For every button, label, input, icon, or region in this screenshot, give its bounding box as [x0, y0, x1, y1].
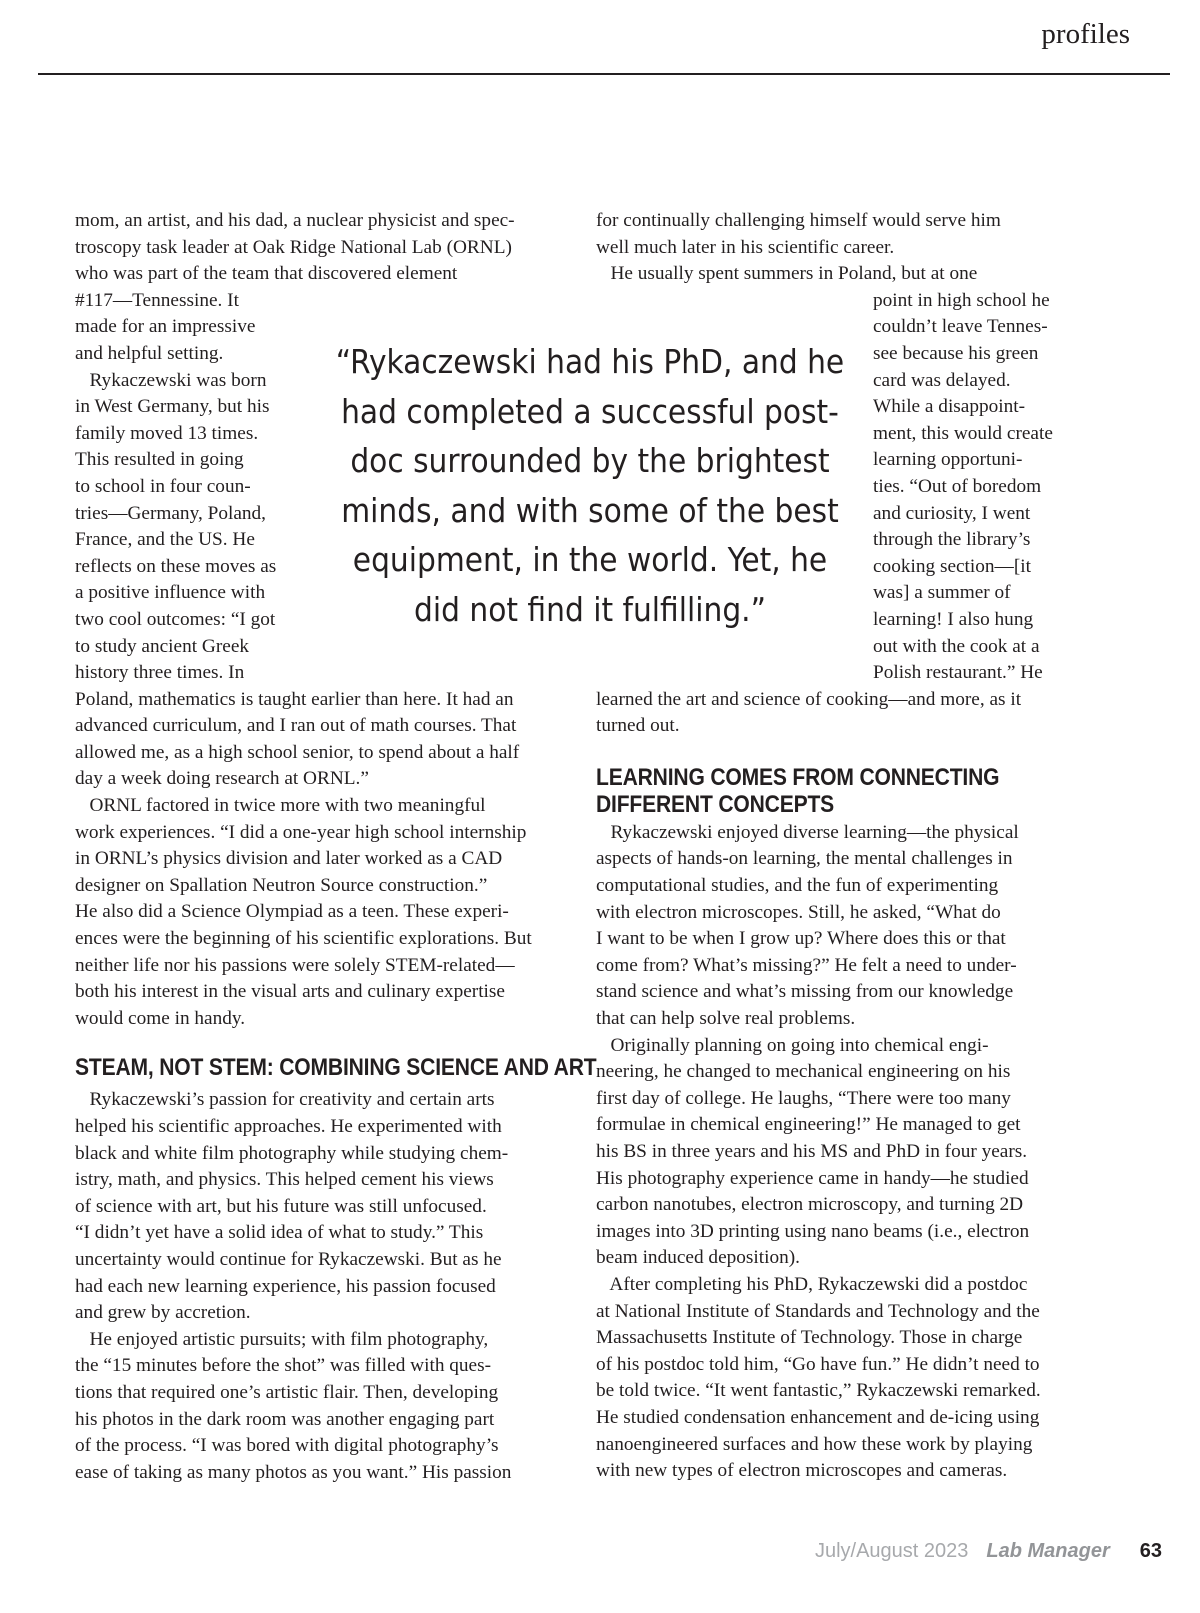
text-line: in West Germany, but his [75, 396, 270, 418]
text-line: #117—Tennessine. It [75, 289, 239, 311]
text-line: This resulted in going [75, 449, 244, 471]
issue-date: July/August 2023 [814, 1540, 969, 1562]
page-number: 63 [1139, 1540, 1162, 1562]
text-line: come from? What’s missing?” He felt a need to under- [596, 954, 1017, 976]
text-line: mom, an artist, and his dad, a nuclear physicist and spec- [75, 210, 515, 231]
text-line: his BS in three years and his MS and PhD in four years. [596, 1141, 1028, 1162]
text-line: did not find it fulfilling.” [414, 589, 766, 629]
text-line: had each new learning experience, his passion focused [75, 1275, 496, 1297]
text-line: two cool outcomes: “I got [75, 608, 276, 630]
text-line: ties. “Out of boredom [873, 475, 1042, 497]
left-text-b [75, 1087, 575, 1486]
section-label: profiles [1041, 18, 1130, 50]
text-line: and grew by accretion. [75, 1302, 251, 1324]
text-line: the “15 minutes before the shot” was filled with ques- [75, 1355, 492, 1377]
text-line: ease of taking as many photos as you want.” His passion [75, 1461, 512, 1483]
text-line: equipment, in the world. Yet, he [352, 540, 828, 579]
text-line: images into 3D printing using nano beams (i.e., electron [596, 1220, 1030, 1242]
text-line: work experiences. “I did a one-year high school internship [75, 821, 527, 843]
section-heading-steam: STEAM, NOT STEM: COMBINING SCIENCE AND ART [75, 1054, 597, 1082]
text-line: at National Institute of Standards and Technology and the [596, 1300, 1040, 1322]
text-line: point in high school he [873, 289, 1050, 311]
text-line: doc surrounded by the brightest [350, 441, 830, 480]
text-line: black and white film photography while studying chem- [75, 1142, 509, 1164]
magazine-name: Lab Manager [986, 1540, 1110, 1562]
text-line: Polish restaurant.” He [873, 662, 1043, 684]
text-line: see because his green [873, 342, 1039, 364]
text-line: and helpful setting. [75, 342, 224, 364]
text-line: for continually challenging himself would serve him [596, 210, 1001, 231]
text-line: with new types of electron microscopes and cameras. [596, 1460, 1008, 1482]
text-line: allowed me, as a high school senior, to spend about a half [75, 741, 520, 763]
text-line: “Rykaczewski had his PhD, and he [335, 342, 845, 381]
text-line: neering, he changed to mechanical engineering on his [596, 1061, 1011, 1083]
text-line: ment, this would create [873, 422, 1053, 444]
text-line: neither life nor his passions were solely STEM-related— [75, 954, 515, 976]
text-line: Rykaczewski’s passion for creativity and certain arts [75, 1089, 495, 1111]
text-line: learning! I also hung [873, 608, 1034, 630]
text-line: turned out. [596, 715, 680, 737]
pull-quote [320, 337, 860, 634]
text-line: first day of college. He laughs, “There were too many [596, 1087, 1011, 1109]
text-line: his photos in the dark room was another engaging part [75, 1408, 495, 1430]
text-line: His photography experience came in handy—he studied [596, 1167, 1029, 1189]
text-line: France, and the US. He [75, 529, 255, 551]
text-line: family moved 13 times. [75, 422, 259, 444]
text-line: He studied condensation enhancement and de-icing using [596, 1406, 1040, 1428]
text-line: formulae in chemical engineering!” He managed to get [596, 1114, 1021, 1136]
text-line: He usually spent summers in Poland, but at one [596, 263, 978, 285]
text-line: uncertainty would continue for Rykaczewski. But as he [75, 1248, 502, 1270]
text-line: be told twice. “It went fantastic,” Rykaczewski remarked. [596, 1380, 1041, 1402]
text-line: nanoengineered surfaces and how these work by playing [596, 1433, 1033, 1455]
text-line: tions that required one’s artistic flair. Then, developing [75, 1381, 499, 1403]
text-line: While a disappoint- [873, 396, 1026, 418]
text-line: that can help solve real problems. [596, 1008, 856, 1030]
text-line: to study ancient Greek [75, 635, 250, 657]
text-line: history three times. In [75, 662, 245, 684]
text-line: a positive influence with [75, 582, 266, 604]
text-line: couldn’t leave Tennes- [873, 316, 1048, 338]
text-line: tries—Germany, Poland, [75, 502, 266, 524]
text-line: well much later in his scientific career. [596, 236, 895, 258]
text-line: card was delayed. [873, 369, 1011, 391]
text-line: cooking section—[it [873, 555, 1031, 577]
header-rule [38, 73, 1170, 75]
text-line: of his postdoc told him, “Go have fun.” He didn’t need to [596, 1353, 1040, 1375]
text-line: carbon nanotubes, electron microscopy, and turning 2D [596, 1194, 1024, 1216]
text-line: Rykaczewski enjoyed diverse learning—the physical [596, 821, 1019, 843]
text-line: Rykaczewski was born [75, 369, 267, 391]
text-line: who was part of the team that discovered element [75, 263, 458, 285]
text-line: through the library’s [873, 529, 1031, 551]
text-line: ORNL factored in twice more with two meaningful [75, 795, 486, 817]
text-line: had completed a successful post- [341, 391, 839, 431]
text-line: He also did a Science Olympiad as a teen. These experi- [75, 901, 509, 923]
text-line: reflects on these moves as [75, 555, 277, 577]
text-line: with electron microscopes. Still, he asked, “What do [596, 901, 1001, 923]
text-line: “I didn’t yet have a solid idea of what to study.” This [75, 1222, 484, 1244]
text-line: beam induced deposition). [596, 1247, 801, 1269]
right-text-b [596, 820, 1096, 1485]
text-line: He enjoyed artistic pursuits; with film photography, [75, 1328, 489, 1350]
text-line: After completing his PhD, Rykaczewski did a postdoc [596, 1273, 1028, 1295]
text-line: advanced curriculum, and I ran out of math courses. That [75, 715, 517, 737]
text-line: of science with art, but his future was still unfocused. [75, 1195, 487, 1217]
text-line: troscopy task leader at Oak Ridge National Lab (ORNL) [75, 236, 512, 258]
text-line: stand science and what’s missing from our knowledge [596, 981, 1014, 1003]
text-line: learned the art and science of cooking—and more, as it [596, 688, 1022, 710]
text-line: computational studies, and the fun of experimenting [596, 875, 999, 897]
text-line: out with the cook at a [873, 635, 1040, 657]
text-line: Poland, mathematics is taught earlier than here. It had an [75, 688, 514, 710]
text-line: ences were the beginning of his scientific explorations. But [75, 928, 532, 950]
page-footer [815, 1540, 1162, 1563]
text-line: and curiosity, I went [873, 502, 1031, 524]
text-line: both his interest in the visual arts and culinary expertise [75, 981, 505, 1003]
text-line: learning opportuni- [873, 449, 1023, 471]
text-line: Originally planning on going into chemical engi- [596, 1034, 989, 1056]
text-line: aspects of hands-on learning, the mental challenges in [596, 848, 1013, 870]
text-line: to school in four coun- [75, 475, 251, 497]
section-heading-learning: LEARNING COMES FROM CONNECTING DIFFERENT CONCEPTS [596, 763, 1000, 818]
text-line: helped his scientific approaches. He experimented with [75, 1116, 502, 1137]
text-line: day a week doing research at ORNL.” [75, 768, 369, 790]
text-line: of the process. “I was bored with digital photography’s [75, 1435, 499, 1457]
text-line: Massachusetts Institute of Technology. Those in charge [596, 1327, 1023, 1349]
text-line: I want to be when I grow up? Where does this or that [596, 928, 1006, 950]
text-line: made for an impressive [75, 316, 256, 338]
text-line: istry, math, and physics. This helped cement his views [75, 1169, 494, 1191]
text-line: designer on Spallation Neutron Source construction.” [75, 874, 488, 896]
text-line: minds, and with some of the best [341, 490, 839, 530]
text-line: would come in handy. [75, 1007, 246, 1029]
text-line: was] a summer of [873, 582, 1011, 604]
text-line: in ORNL’s physics division and later worked as a CAD [75, 848, 503, 870]
